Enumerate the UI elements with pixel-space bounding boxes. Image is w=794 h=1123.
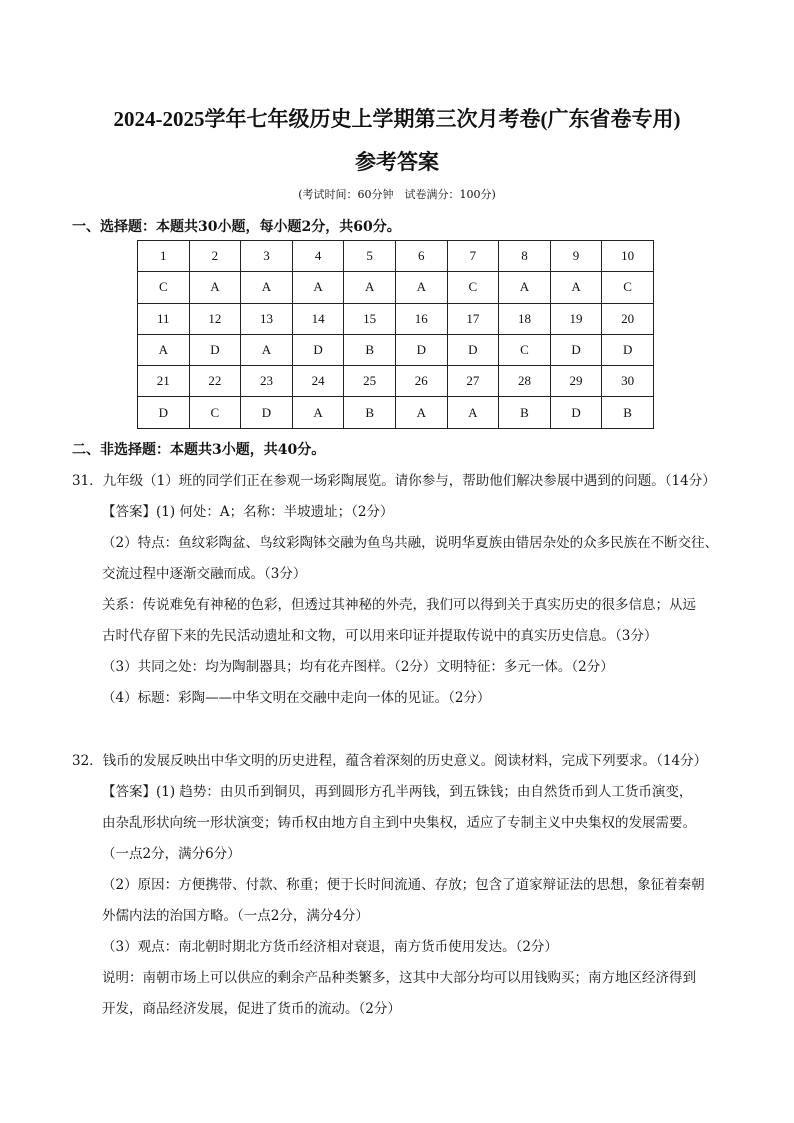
question-number-cell: 24: [292, 366, 344, 397]
question-number-cell: 4: [292, 241, 344, 272]
question-number-cell: 29: [550, 366, 602, 397]
answer-cell: A: [189, 272, 241, 303]
answer-letter-row: [138, 334, 654, 365]
question-number-cell: 22: [189, 366, 241, 397]
q31-answer-4: （4）标题：彩陶——中华文明在交融中走向一体的见证。（2分）: [102, 690, 491, 706]
question-number-cell: 14: [292, 303, 344, 334]
answer-cell: A: [395, 272, 447, 303]
page-title: 2024-2025学年七年级历史上学期第三次月考卷(广东省卷专用): [113, 107, 681, 131]
answer-cell: D: [602, 334, 654, 365]
question-number-cell: 17: [447, 303, 499, 334]
question-number-cell: 16: [395, 303, 447, 334]
answer-cell: C: [189, 397, 241, 428]
answer-cell: A: [447, 397, 499, 428]
answer-cell: C: [138, 272, 190, 303]
question-number-cell: 25: [344, 366, 396, 397]
q31-answer-3: （3）共同之处：均为陶制器具；均有花卉图样。（2分）文明特征：多元一体。（2分）: [102, 659, 614, 675]
answer-cell: C: [499, 334, 551, 365]
question-number-cell: 12: [189, 303, 241, 334]
answer-cell: D: [447, 334, 499, 365]
q31-answer-2-rel-a: 关系：传说难免有神秘的色彩，但透过其神秘的外壳，我们可以得到关于真实历史的很多信息；从远: [102, 597, 696, 613]
q31-answer-1: 【答案】(1) 何处：A；名称：半坡遗址；（2分）: [102, 504, 394, 520]
answer-cell: C: [447, 272, 499, 303]
question-number-cell: 20: [602, 303, 654, 334]
section2-heading: 二、非选择题：本题共3小题，共40分。: [72, 442, 326, 458]
answer-cell: B: [344, 397, 396, 428]
answer-cell: D: [241, 397, 293, 428]
answer-cell: B: [344, 334, 396, 365]
q31-answer-2a: （2）特点：鱼纹彩陶盆、鸟纹彩陶钵交融为鱼鸟共融，说明华夏族由错居杂处的众多民族在不断交往、: [102, 535, 719, 551]
answer-cell: D: [550, 334, 602, 365]
question-number-cell: 7: [447, 241, 499, 272]
q31-answer-2b: 交流过程中逐渐交融而成。（3分）: [102, 566, 307, 582]
answer-cell: B: [499, 397, 551, 428]
q32-answer-3-exp-b: 开发，商品经济发展，促进了货币的流动。（2分）: [102, 1001, 401, 1017]
q31-question: 31．九年级（1）班的同学们正在参观一场彩陶展览。请你参与，帮助他们解决参展中遇到的问题。（14分）: [72, 473, 716, 489]
exam-info: (考试时间：60分钟 试卷满分：100分): [298, 188, 496, 201]
page-subtitle: 参考答案: [355, 150, 439, 174]
question-number-cell: 13: [241, 303, 293, 334]
q32-answer-3: （3）观点：南北朝时期北方货币经济相对衰退，南方货币使用发达。（2分）: [102, 939, 558, 955]
section1-heading: 一、选择题：本题共30小题，每小题2分，共60分。: [72, 219, 401, 235]
question-number-cell: 18: [499, 303, 551, 334]
answer-table: [137, 240, 654, 429]
question-number-cell: 26: [395, 366, 447, 397]
answer-letter-row: [138, 272, 654, 303]
question-number-row: [138, 303, 654, 334]
answer-cell: A: [344, 272, 396, 303]
question-number-row: [138, 366, 654, 397]
question-number-cell: 3: [241, 241, 293, 272]
q31-answer-2-rel-b: 古时代存留下来的先民活动遗址和文物，可以用来印证并提取传说中的真实历史信息。（3分）: [102, 628, 658, 644]
answer-cell: A: [138, 334, 190, 365]
answer-cell: B: [602, 397, 654, 428]
q32-answer-1c: （一点2分，满分6分）: [102, 846, 241, 862]
q32-question: 32．钱币的发展反映出中华文明的历史进程，蕴含着深刻的历史意义。阅读材料，完成下列要求。（14分）: [72, 753, 708, 769]
answer-cell: A: [292, 272, 344, 303]
question-number-cell: 9: [550, 241, 602, 272]
q32-answer-3-exp-a: 说明：南朝市场上可以供应的剩余产品种类繁多，这其中大部分均可以用钱购买；南方地区经济得到: [102, 970, 696, 986]
question-number-cell: 1: [138, 241, 190, 272]
answer-letter-row: [138, 397, 654, 428]
question-number-cell: 21: [138, 366, 190, 397]
answer-cell: A: [550, 272, 602, 303]
answer-cell: D: [138, 397, 190, 428]
question-number-row: [138, 241, 654, 272]
answer-cell: D: [292, 334, 344, 365]
question-number-cell: 5: [344, 241, 396, 272]
question-number-cell: 10: [602, 241, 654, 272]
question-number-cell: 28: [499, 366, 551, 397]
question-number-cell: 11: [138, 303, 190, 334]
question-number-cell: 27: [447, 366, 499, 397]
question-number-cell: 6: [395, 241, 447, 272]
answer-cell: A: [292, 397, 344, 428]
answer-cell: D: [550, 397, 602, 428]
q32-answer-2b: 外儒内法的治国方略。（一点2分，满分4分）: [102, 908, 369, 924]
q32-answer-2a: （2）原因：方便携带、付款、称重；便于长时间流通、存放；包含了道家辩证法的思想，象征着秦朝: [102, 877, 705, 893]
question-number-cell: 30: [602, 366, 654, 397]
answer-cell: A: [241, 272, 293, 303]
answer-cell: A: [499, 272, 551, 303]
q32-answer-1b: 由杂乱形状向统一形状演变；铸币权由地方自主到中央集权，适应了专制主义中央集权的发展需要。: [102, 815, 696, 831]
answer-cell: A: [241, 334, 293, 365]
answer-cell: A: [395, 397, 447, 428]
question-number-cell: 2: [189, 241, 241, 272]
answer-cell: D: [189, 334, 241, 365]
question-number-cell: 19: [550, 303, 602, 334]
question-number-cell: 8: [499, 241, 551, 272]
answer-cell: D: [395, 334, 447, 365]
answer-cell: C: [602, 272, 654, 303]
q32-answer-1a: 【答案】(1) 趋势：由贝币到铜贝，再到圆形方孔半两钱，到五铢钱；由自然货币到人工货币演变，: [102, 784, 693, 800]
question-number-cell: 23: [241, 366, 293, 397]
question-number-cell: 15: [344, 303, 396, 334]
